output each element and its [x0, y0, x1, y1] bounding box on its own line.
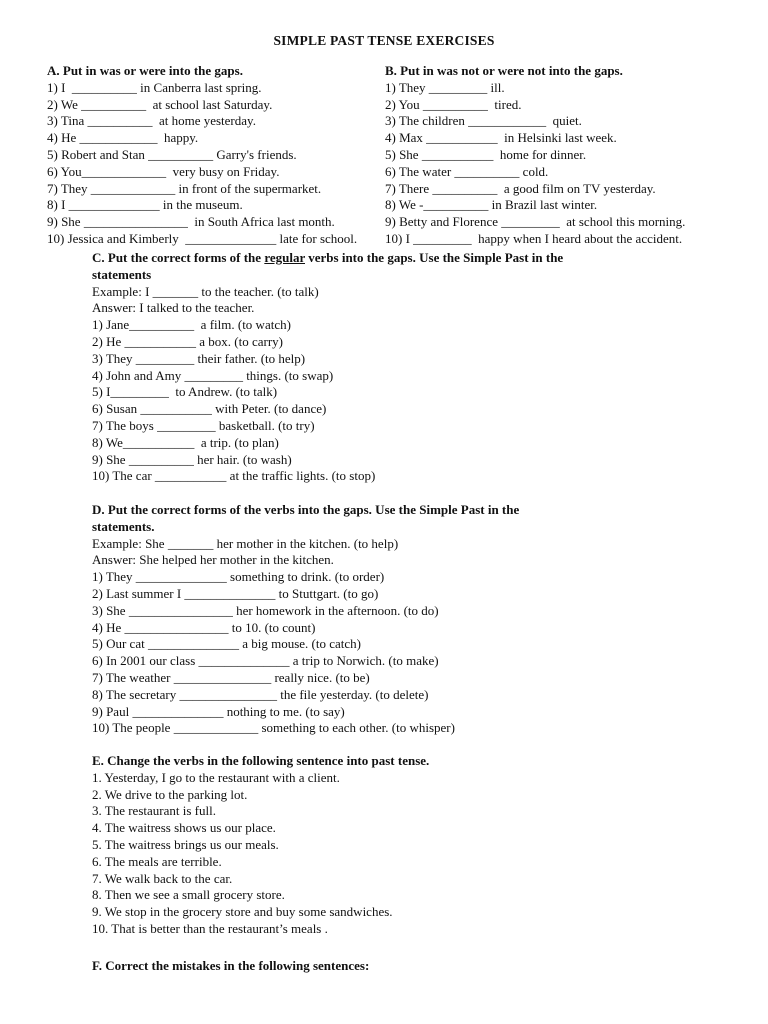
section-b-item: 10) I _________ happy when I heard about the accident.	[385, 230, 683, 246]
section-c-heading-pre: C. Put the correct forms of the	[92, 250, 265, 265]
section-c-item: 4) John and Amy _________ things. (to swap)	[92, 367, 334, 383]
section-e-item: 7. We walk back to the car.	[92, 870, 233, 886]
section-c-item: 2) He ___________ a box. (to carry)	[92, 333, 283, 349]
section-b-item: 5) She ___________ home for dinner.	[385, 146, 587, 162]
section-e-item: 4. The waitress shows us our place.	[92, 820, 276, 836]
section-c-item: 5) I_________ to Andrew. (to talk)	[92, 384, 278, 400]
section-e-item: 2. We drive to the parking lot.	[92, 786, 248, 802]
section-c	[92, 250, 652, 485]
section-b-item: 1) They _________ ill.	[385, 79, 505, 95]
section-d-item: 7) The weather _______________ really nice. (to be)	[92, 669, 370, 685]
section-b	[385, 63, 725, 248]
section-e-item: 10. That is better than the restaurant’s meals .	[92, 920, 328, 936]
section-d-item: 1) They ______________ something to drink. (to order)	[92, 569, 385, 585]
section-e-item: 3. The restaurant is full.	[92, 803, 216, 819]
section-a-item: 8) I ______________ in the museum.	[47, 197, 243, 213]
section-e-item: 1. Yesterday, I go to the restaurant with a client.	[92, 769, 340, 785]
section-b-item: 2) You __________ tired.	[385, 96, 522, 112]
section-c-item: 10) The car ___________ at the traffic lights. (to stop)	[92, 468, 376, 484]
section-a-item: 5) Robert and Stan __________ Garry's friends.	[47, 146, 297, 162]
section-e	[92, 753, 652, 938]
section-d	[92, 502, 652, 737]
section-f	[92, 958, 652, 975]
section-d-answer: Answer: She helped her mother in the kitchen.	[92, 552, 334, 568]
section-e-item: 6. The meals are terrible.	[92, 853, 222, 869]
section-d-item: 10) The people _____________ something to each other. (to whisper)	[92, 720, 455, 736]
section-d-heading-line2: statements.	[92, 518, 155, 534]
section-b-heading: B. Put in was not or were not into the gaps.	[385, 63, 623, 78]
section-a-item: 1) I __________ in Canberra last spring.	[47, 79, 262, 95]
section-a-item: 9) She ________________ in South Africa last month.	[47, 214, 335, 230]
section-e-item: 5. The waitress brings us our meals.	[92, 836, 279, 852]
section-a-heading: A. Put in was or were into the gaps.	[47, 63, 243, 78]
section-a-item: 4) He ____________ happy.	[47, 130, 199, 146]
section-b-item: 6) The water __________ cold.	[385, 163, 549, 179]
section-c-heading-underlined: regular	[264, 250, 305, 265]
section-e-item: 9. We stop in the grocery store and buy some sandwiches.	[92, 904, 393, 920]
section-b-item: 9) Betty and Florence _________ at school this morning.	[385, 214, 686, 230]
section-c-heading	[92, 250, 652, 267]
section-a-item: 6) You_____________ very busy on Friday.	[47, 163, 280, 179]
section-c-item: 6) Susan ___________ with Peter. (to dance)	[92, 401, 327, 417]
section-a-item: 2) We __________ at school last Saturday.	[47, 96, 273, 112]
section-c-heading-line2: statements	[92, 266, 152, 282]
section-d-item: 8) The secretary _______________ the file yesterday. (to delete)	[92, 686, 429, 702]
section-b-item: 8) We -__________ in Brazil last winter.	[385, 197, 598, 213]
section-c-item: 7) The boys _________ basketball. (to try)	[92, 417, 315, 433]
section-c-item: 9) She __________ her hair. (to wash)	[92, 451, 292, 467]
section-c-heading-post: verbs into the gaps. Use the Simple Past in the	[305, 250, 564, 265]
section-d-item: 3) She ________________ her homework in the afternoon. (to do)	[92, 602, 439, 618]
section-f-heading: F. Correct the mistakes in the following sentences:	[92, 958, 370, 973]
page-title: SIMPLE PAST TENSE EXERCISES	[273, 33, 495, 48]
section-b-item: 3) The children ____________ quiet.	[385, 113, 582, 129]
section-b-item: 4) Max ___________ in Helsinki last week.	[385, 130, 617, 146]
section-c-item: 8) We___________ a trip. (to plan)	[92, 434, 279, 450]
section-e-item: 8. Then we see a small grocery store.	[92, 887, 285, 903]
section-c-item: 3) They _________ their father. (to help)	[92, 350, 306, 366]
section-a-item: 10) Jessica and Kimberly ______________ late for school.	[47, 230, 358, 246]
section-c-answer: Answer: I talked to the teacher.	[92, 300, 255, 316]
section-d-item: 4) He ________________ to 10. (to count)	[92, 619, 316, 635]
section-b-item: 7) There __________ a good film on TV yesterday.	[385, 180, 656, 196]
section-d-item: 2) Last summer I ______________ to Stuttgart. (to go)	[92, 585, 379, 601]
section-c-example: Example: I _______ to the teacher. (to talk)	[92, 283, 319, 299]
section-d-heading: D. Put the correct forms of the verbs into the gaps. Use the Simple Past in the	[92, 502, 520, 517]
section-a-item: 7) They _____________ in front of the supermarket.	[47, 180, 322, 196]
section-e-heading: E. Change the verbs in the following sentence into past tense.	[92, 753, 430, 768]
section-d-example: Example: She _______ her mother in the kitchen. (to help)	[92, 535, 399, 551]
section-a	[47, 63, 382, 248]
section-d-item: 6) In 2001 our class ______________ a trip to Norwich. (to make)	[92, 653, 439, 669]
section-d-item: 5) Our cat ______________ a big mouse. (to catch)	[92, 636, 361, 652]
section-d-item: 9) Paul ______________ nothing to me. (to say)	[92, 703, 345, 719]
section-c-item: 1) Jane__________ a film. (to watch)	[92, 317, 291, 333]
section-a-item: 3) Tina __________ at home yesterday.	[47, 113, 256, 129]
